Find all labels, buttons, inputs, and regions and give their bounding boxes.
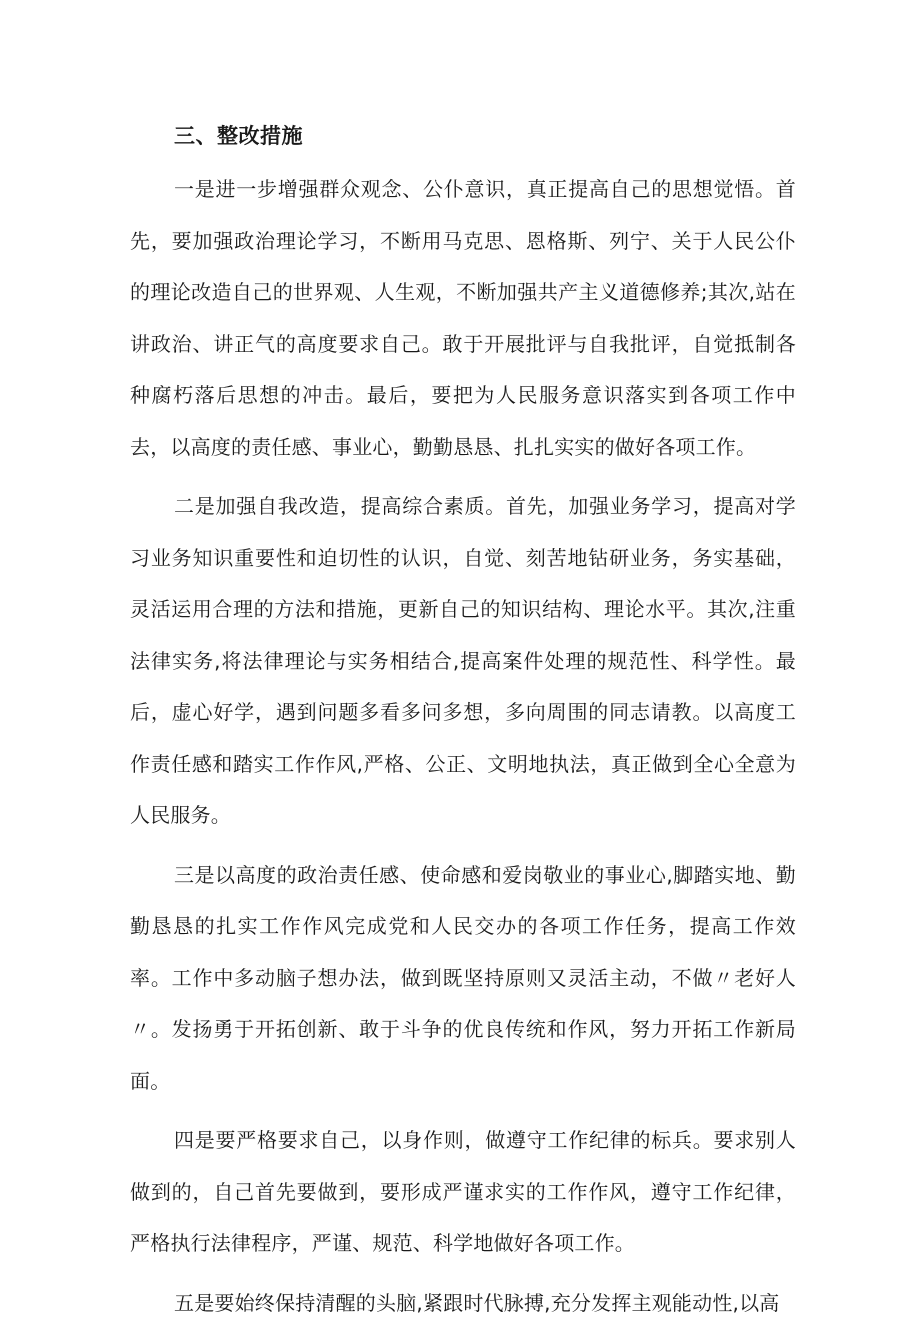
paragraph-2: 二是加强自我改造，提高综合素质。首先，加强业务学习，提高对学习业务知识重要性和迫切性的认识，自觉、刻苦地钻研业务，务实基础，灵活运用合理的方法和措施，更新自己的知识结构、理论水平。其次,注重法律实务,将法律理论与实务相结合,提高案件处理的规范性、科学性。最后，虚心好学，遇到问题多看多问多想，多向周围的同志请教。以高度工作责任感和踏实工作作风,严格、公正、文明地执法，真正做到全心全意为人民服务。 xyxy=(130,494,796,827)
section-heading: 三、整改措施 xyxy=(174,124,303,148)
paragraph-5: 五是要始终保持清醒的头脑,紧跟时代脉搏,充分发挥主观能动性,以高 xyxy=(174,1290,780,1315)
document-body xyxy=(130,112,796,1337)
paragraph-1: 一是进一步增强群众观念、公仆意识，真正提高自己的思想觉悟。首先，要加强政治理论学习，不断用马克思、恩格斯、列宁、关于人民公仆的理论改造自己的世界观、人生观，不断加强共产主义道德修养;其次,站在讲政治、讲正气的高度要求自己。敢于开展批评与自我批评，自觉抵制各种腐朽落后思想的冲击。最后，要把为人民服务意识落实到各项工作中去，以高度的责任感、事业心，勤勤恳恳、扎扎实实的做好各项工作。 xyxy=(130,177,796,459)
paragraph-3: 三是以高度的政治责任感、使命感和爱岗敬业的事业心,脚踏实地、勤勤恳恳的扎实工作作风完成党和人民交办的各项工作任务，提高工作效率。工作中多动脑子想办法，做到既坚持原则又灵活主动，不做〃老好人〃。发扬勇于开拓创新、敢于斗争的优良传统和作风，努力开拓工作新局面。 xyxy=(130,862,796,1093)
paragraph-4: 四是要严格要求自己，以身作则，做遵守工作纪律的标兵。要求别人做到的，自己首先要做到，要形成严谨求实的工作作风，遵守工作纪律，严格执行法律程序，严谨、规范、科学地做好各项工作。 xyxy=(130,1128,796,1255)
